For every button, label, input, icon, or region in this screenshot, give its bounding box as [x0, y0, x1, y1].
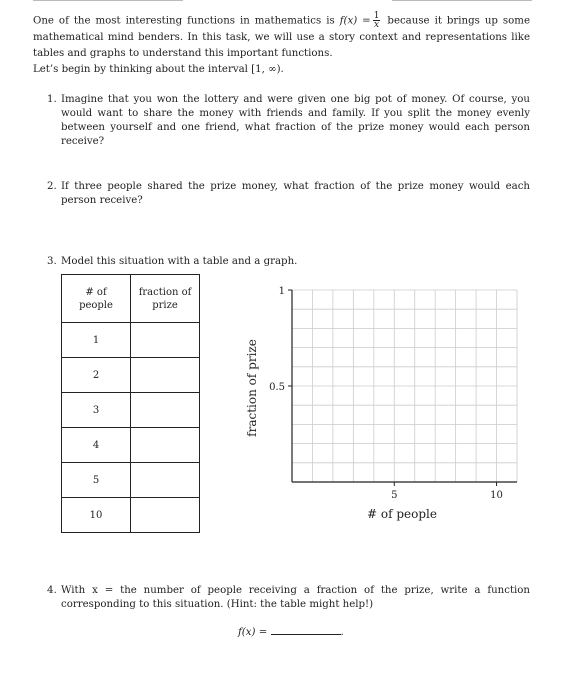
- header-fraction: fraction of prize: [131, 275, 200, 323]
- question-2: 2. If three people shared the prize money, what fraction of the prize money would each person receive?: [47, 181, 530, 206]
- question-4: 4. With x = the number of people receiving a fraction of the prize, write a function corresponding to this situation. (Hint: the table might help!): [47, 585, 530, 610]
- question-1: 1. Imagine that you won the lottery and were given one big pot of money. Of course, you would want to share the money with friends and family. If you split the money evenly between yourself and one friend, what fraction of the prize money would each person receive?: [47, 94, 530, 147]
- table-row: 3: [62, 393, 200, 428]
- model-table: [61, 274, 200, 533]
- x-tick-label: 5: [391, 490, 398, 501]
- x-tick-label: 10: [490, 490, 503, 501]
- y-tick-label: 1: [278, 286, 285, 297]
- answer-cell[interactable]: [131, 358, 200, 393]
- table-row: 1: [62, 323, 200, 358]
- answer-cell[interactable]: [131, 428, 200, 463]
- intro-paragraph: [33, 12, 530, 78]
- intro-text-cont: because it brings up some mathematical mind benders. In this task, we will use a story context and representations like tables and graphs to understand this important functions.: [33, 15, 530, 59]
- table-header-row: [62, 275, 200, 323]
- answer-cell[interactable]: [131, 498, 200, 533]
- answer-cell[interactable]: [131, 463, 200, 498]
- function-label: f(x) =: [238, 627, 268, 638]
- question-3: 3. Model this situation with a table and a graph.: [47, 256, 298, 267]
- function-notation: f(x) =: [339, 15, 371, 27]
- y-tick-label: 0.5: [269, 382, 285, 393]
- function-answer-line: f(x) = .: [238, 624, 344, 638]
- top-rule-left: [33, 0, 183, 1]
- table-row: 4: [62, 428, 200, 463]
- table-row: 2: [62, 358, 200, 393]
- fraction-1-over-x: $\frac{1}{x}$: [373, 11, 380, 30]
- grid: [292, 290, 517, 482]
- header-num-people: # of people: [62, 275, 131, 323]
- function-answer-blank[interactable]: [271, 624, 341, 635]
- graph: [240, 282, 530, 527]
- table-row: 5: [62, 463, 200, 498]
- x-axis-label: # of people: [367, 507, 437, 521]
- answer-cell[interactable]: [131, 323, 200, 358]
- ticks: [269, 286, 503, 501]
- answer-cell[interactable]: [131, 393, 200, 428]
- y-axis-label: fraction of prize: [245, 339, 259, 437]
- top-rule-right: [392, 0, 532, 1]
- table-row: 10: [62, 498, 200, 533]
- intro-text: One of the most interesting functions in mathematics is: [33, 15, 340, 27]
- intro-interval: Let’s begin by thinking about the interval [1, ∞).: [33, 63, 284, 75]
